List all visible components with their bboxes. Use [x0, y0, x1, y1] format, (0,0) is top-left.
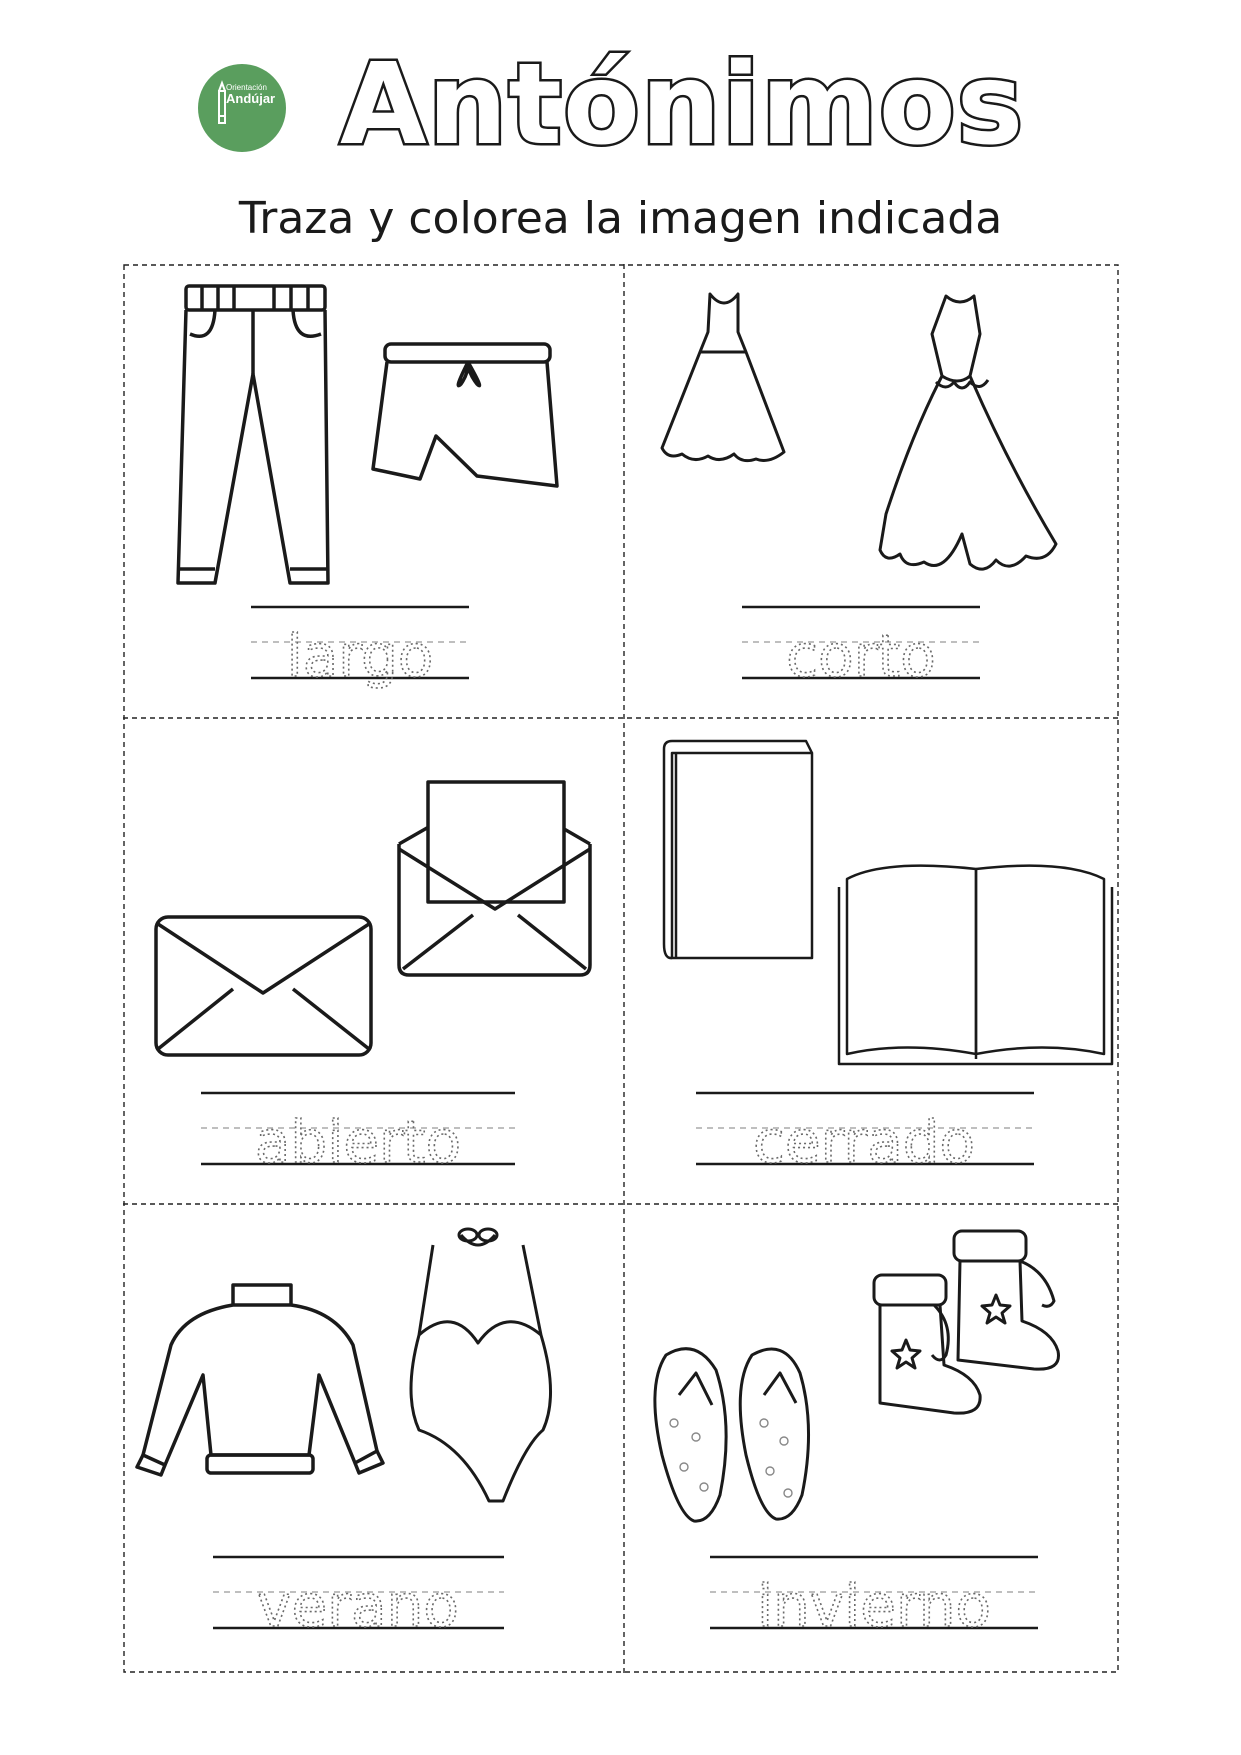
page-title: Antónimos [340, 40, 1025, 170]
logo-line-2: Andújar [226, 91, 276, 106]
logo-line-1: Orientación [226, 83, 267, 92]
cell-invierno [624, 1205, 1119, 1673]
worksheet-grid [123, 264, 1119, 1673]
cell-cerrado [624, 719, 1119, 1204]
trace-text-corto: corto [786, 622, 936, 690]
orientacion-andujar-logo [198, 64, 286, 152]
cell-corto [624, 264, 1119, 718]
trace-word-abierto [123, 719, 623, 1204]
trace-word-invierno [624, 1205, 1119, 1673]
trace-word-largo [123, 264, 623, 718]
trace-text-cerrado: cerrado [752, 1108, 976, 1176]
cell-largo [123, 264, 623, 718]
cell-verano [123, 1205, 623, 1673]
trace-word-cerrado [624, 719, 1119, 1204]
trace-word-verano [123, 1205, 623, 1673]
trace-text-abierto: abierto [254, 1108, 462, 1176]
trace-text-verano: verano [257, 1572, 459, 1640]
pencil-icon [198, 64, 286, 152]
trace-text-largo: largo [286, 622, 434, 690]
trace-word-corto [624, 264, 1119, 718]
trace-text-invierno: invierno [756, 1572, 992, 1640]
page-subtitle: Traza y colorea la imagen indicada [238, 193, 1003, 244]
cell-abierto [123, 719, 623, 1204]
